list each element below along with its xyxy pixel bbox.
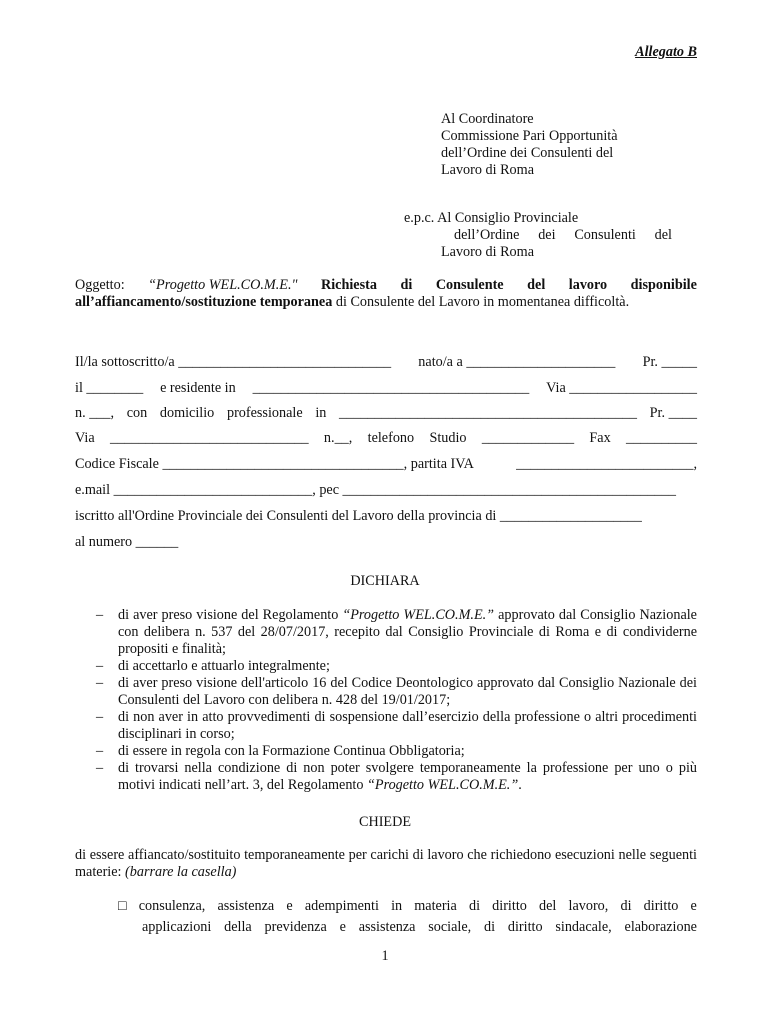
address-line: dell’Ordine dei Consulenti del	[441, 145, 614, 161]
list-item	[75, 760, 697, 794]
cc-word: Consulenti	[574, 227, 636, 243]
form-field: in	[315, 405, 327, 421]
address-line: Al Coordinatore	[441, 111, 534, 127]
form-field: telefono	[367, 430, 415, 446]
request-paragraph	[75, 847, 697, 881]
subject-bold-word: disponibile	[630, 277, 697, 293]
word: di	[468, 898, 481, 914]
item-text: .	[518, 777, 522, 793]
word: e	[690, 898, 697, 914]
item-text: approvato dal Consiglio Nazionale con delibera n. 537 del 28/07/2017, recepito dal Consiglio Provinciale di Roma e di condividerne propositi e finalità;	[118, 607, 697, 657]
cc-word: del	[654, 227, 672, 243]
subject-bold-word: Richiesta	[320, 277, 377, 293]
dash-bullet-icon: –	[96, 675, 104, 691]
subject-line-2	[75, 294, 697, 311]
word: sociale,	[428, 919, 472, 935]
form-field: domicilio	[159, 405, 215, 421]
word: diritto	[507, 919, 543, 935]
form-row-domicile	[75, 405, 697, 422]
word: elaborazione	[624, 919, 697, 935]
cc-line-3: Lavoro di Roma	[441, 244, 534, 260]
word: adempimenti	[304, 898, 379, 914]
subject-bold-word: del	[527, 277, 546, 293]
list-item	[75, 743, 697, 760]
form-field: Pr. _____	[642, 354, 697, 370]
subject-line-1	[75, 277, 697, 294]
list-item	[75, 709, 697, 743]
word: consulenza,	[138, 898, 206, 914]
word: materia	[414, 898, 457, 914]
dash-bullet-icon: –	[96, 709, 104, 725]
chiede-heading: CHIEDE	[358, 814, 411, 830]
request-italic: (barrare la casella)	[125, 864, 237, 880]
subject-bold-word: Consulente	[435, 277, 504, 293]
form-row-email: e.mail ____________________________, pec _______________________________________________	[75, 482, 676, 498]
form-field: _____________	[481, 430, 575, 446]
form-field: con	[126, 405, 148, 421]
allegato-label: Allegato B	[635, 44, 697, 60]
list-item	[75, 675, 697, 709]
form-field: Fax	[589, 430, 611, 446]
item-text: di accettarlo e attuarlo integralmente;	[118, 658, 330, 674]
cc-word: dei	[538, 227, 556, 243]
item-italic: “Progetto WEL.CO.M.E.”	[367, 777, 519, 793]
form-field: Il/la sottoscritto/a ______________________________	[75, 354, 392, 370]
checkbox-line-2	[118, 919, 697, 940]
word: lavoro,	[568, 898, 609, 914]
form-field: ____________________________	[109, 430, 309, 446]
subject-label: Oggetto:	[75, 277, 125, 293]
request-text: di essere affiancato/sostituito temporaneamente per carichi di lavoro che richiedono esecuzioni nelle seguenti materie:	[75, 847, 697, 880]
declaration-list	[75, 607, 697, 794]
dash-bullet-icon: –	[96, 658, 104, 674]
dash-bullet-icon: –	[96, 743, 104, 759]
form-field: __________	[625, 430, 697, 446]
form-field: Via	[75, 430, 95, 446]
cc-line-2	[404, 227, 672, 244]
form-field: _________________________,	[516, 456, 697, 472]
form-field: n.__,	[323, 430, 353, 446]
form-field: _______________________________________	[252, 380, 530, 396]
subject-bold-word: lavoro	[568, 277, 608, 293]
dash-bullet-icon: –	[96, 760, 104, 776]
form-field: nato/a a _____________________	[418, 354, 616, 370]
word: e	[339, 919, 346, 935]
item-text: di aver preso visione del Regolamento	[118, 607, 343, 623]
form-row-birth	[75, 380, 697, 397]
form-field: Studio	[429, 430, 467, 446]
address-line: Lavoro di Roma	[441, 162, 534, 178]
item-text: di aver preso visione dell'articolo 16 del Codice Deontologico approvato dal Consiglio Nazionale dei Consulenti del Lavoro con delibera n. 428 del 19/01/2017;	[118, 675, 697, 708]
subject-bold-line: all’affiancamento/sostituzione temporanea	[75, 294, 333, 310]
word: applicazioni	[142, 919, 212, 935]
form-field: __________________________________________	[339, 405, 637, 421]
dichiara-heading: DICHIARA	[350, 573, 420, 589]
word: di	[620, 898, 632, 914]
list-item	[75, 658, 697, 675]
checkbox-line-1	[118, 898, 697, 919]
word: della	[224, 919, 252, 935]
word: e	[286, 898, 293, 914]
word: in	[391, 898, 403, 914]
page-number: 1	[381, 948, 389, 964]
form-row-order: iscritto all'Ordine Provinciale dei Consulenti del Lavoro della provincia di ____________________	[75, 508, 642, 524]
form-row-name	[75, 354, 697, 371]
form-field: Codice Fiscale __________________________________, partita IVA	[75, 456, 474, 472]
word: sindacale,	[555, 919, 612, 935]
form-row-address	[75, 430, 697, 447]
form-field: professionale	[226, 405, 303, 421]
item-text: di non aver in atto provvedimenti di sospensione dall’esercizio della professione o altri procedimenti disciplinari in corso;	[118, 709, 697, 742]
subject-project: “Progetto WEL.CO.M.E."	[148, 277, 298, 293]
form-row-number: al numero ______	[75, 534, 179, 550]
word: diritto	[643, 898, 679, 914]
form-field: Via __________________	[546, 380, 697, 396]
item-text: di essere in regola con la Formazione Continua Obbligatoria;	[118, 743, 465, 759]
word: diritto	[492, 898, 527, 914]
checkbox-icon[interactable]: □	[118, 898, 127, 914]
subject-tail: di Consulente del Lavoro in momentanea difficoltà.	[332, 294, 630, 310]
cc-address	[404, 210, 672, 261]
recipient-address	[441, 111, 618, 179]
item-italic: “Progetto WEL.CO.M.E.”	[342, 607, 495, 623]
word: previdenza	[264, 919, 327, 935]
form-field: il ________	[75, 380, 144, 396]
item-text: di trovarsi nella condizione di non poter svolgere temporaneamente la professione per uno o più motivi indicati nell’art. 3, del Regolamento	[118, 760, 697, 793]
form-row-tax	[75, 456, 697, 473]
cc-word: dell’Ordine	[454, 227, 520, 243]
subject-checkbox-item	[118, 898, 697, 940]
form-field: Pr. ____	[649, 405, 697, 421]
form-field: e residente in	[160, 380, 236, 396]
word: assistenza	[358, 919, 416, 935]
subject-block	[75, 277, 697, 311]
word: di	[484, 919, 496, 935]
word: assistenza	[217, 898, 275, 914]
cc-line-1: e.p.c. Al Consiglio Provinciale	[404, 210, 579, 226]
list-item	[75, 607, 697, 658]
subject-bold-word: di	[400, 277, 413, 293]
form-field: n. ___,	[75, 405, 115, 421]
address-line: Commissione Pari Opportunità	[441, 128, 618, 144]
word: del	[539, 898, 557, 914]
dash-bullet-icon: –	[96, 607, 104, 623]
